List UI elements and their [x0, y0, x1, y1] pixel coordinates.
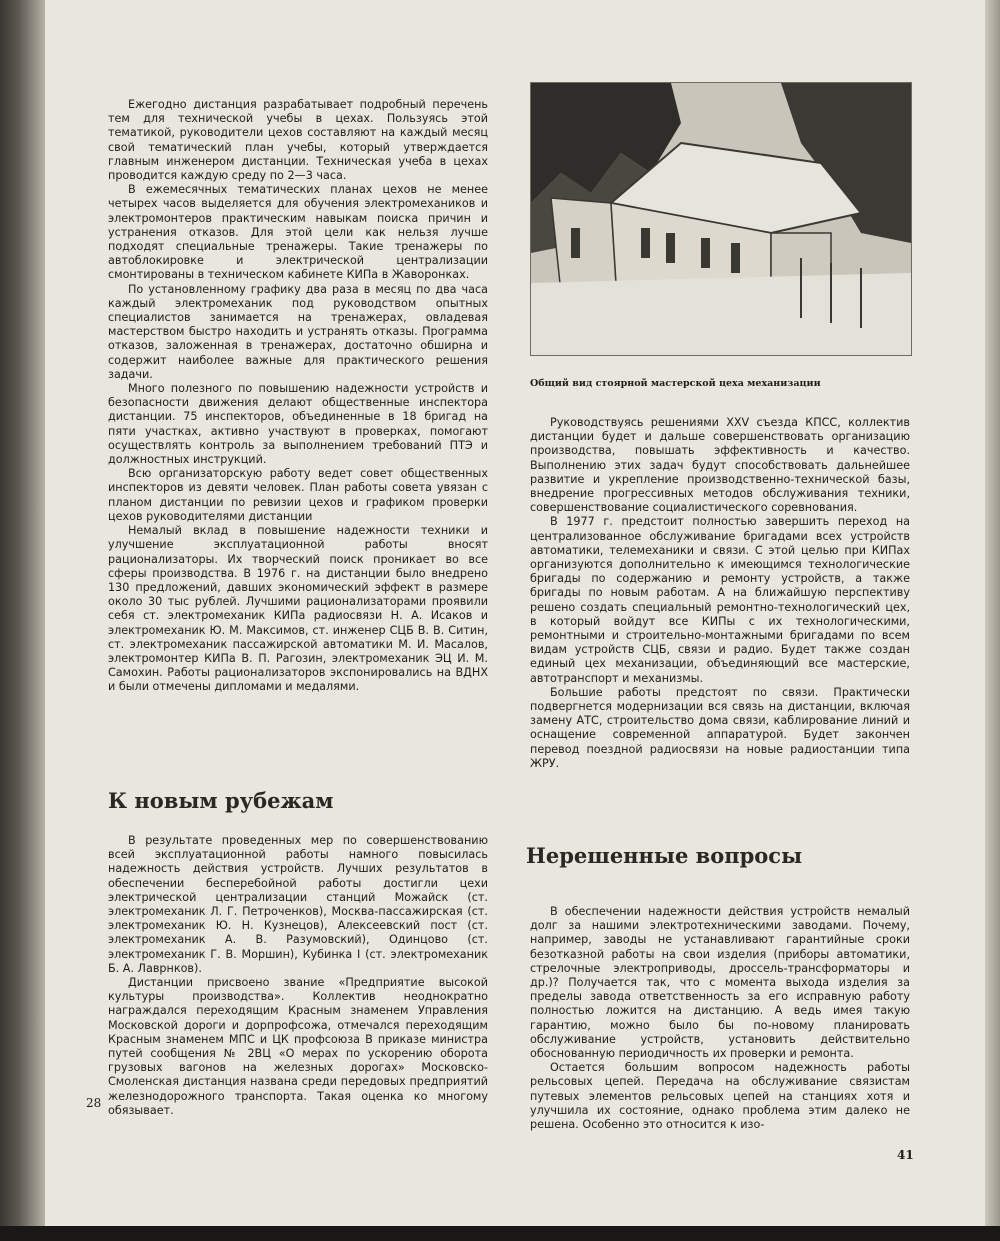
- left-column-text-2: [108, 834, 488, 1118]
- building-illustration: [531, 83, 911, 355]
- book-spine: [0, 0, 45, 1241]
- paragraph: В 1977 г. предстоит полностью завершить переход на централизованное обслуживание бригадами всех устройств автоматики, телемеханики и связи. С этой целью при КИПах организуются дополнительно к имеющимся технологические бригады по содержанию и ремонту устройств, а также бригады по новым работам. А на ближайшую перспективу решено создать специальный ремонтно-технологический цех, в который войдут все КИПы с их технологическими, ремонтными и строительно-монтажными бригадами по всем видам устройств СЦБ, связи и радио. Будет также создан единый цех механизации, объединяющий все мастерские, автотранспорт и механизмы.: [530, 515, 910, 685]
- left-column-text: [108, 98, 488, 695]
- right-column-text: [530, 416, 910, 771]
- page-number-left: 28: [86, 1096, 102, 1110]
- paragraph: Дистанции присвоено звание «Предприятие высокой культуры производства». Коллектив неоднократно награждался переходящим Красным знаменем Управления Московской дороги и дорпрофсожа, отмечался переходящим Красным знаменем МПС и ЦК профсоюза В приказе министра путей сообщения № 2ВЦ «О мерах по ускорению оборота грузовых вагонов на железных дорогах» Московско-Смоленская дистанция названа среди передовых предприятий железнодорожного транспорта. Такая оценка ко многому обязывает.: [108, 976, 488, 1117]
- scan-bottom-edge: [0, 1226, 1000, 1241]
- paragraph: Немалый вклад в повышение надежности техники и улучшение эксплуатационной работы вносят рационализаторы. Их творческий поиск проникает во все сферы производства. В 1976 г. на дистанции было внедрено 130 предложений, давших экономический эффект в размере около 30 тыс рублей. Лучшими рационализаторами проявили себя ст. электромеханик КИПа радиосвязи Н. А. Исаков и электромеханик Ю. М. Максимов, ст. инженер СЦБ В. В. Ситин, ст. электромеханик пассажирской автоматики М. И. Масалов, электромонтер КИПа В. П. Рагозин, электромеханик ЭЦ И. М. Самохин. Работы рационализаторов экспонировались на ВДНХ и были отмечены дипломами и медалями.: [108, 524, 488, 694]
- section-heading: К новым рубежам: [108, 788, 334, 813]
- paragraph: Ежегодно дистанция разрабатывает подробный перечень тем для технической учебы в цехах. Пользуясь этой тематикой, руководители цехов составляют на каждый месяц свой тематический план учебы, который утверждается главным инженером дистанции. Техническая учеба в цехах проводится каждую среду по 2—3 часа.: [108, 98, 488, 183]
- paragraph: Большие работы предстоят по связи. Практически подвергнется модернизации вся связь на дистанции, включая замену АТС, строительство дома связи, каблирование линий и оснащение современной аппаратурой. Будет закончен перевод поездной радиосвязи на новые радиостанции типа ЖРУ.: [530, 685, 910, 770]
- right-column-text-2: [530, 905, 910, 1132]
- paragraph: В ежемесячных тематических планах цехов не менее четырех часов выделяется для обучения электромехаников и электромонтеров практическим навыкам поиска причин и устранения отказов. Для этой цели как нельзя лучше подходят специальные тренажеры. Такие тренажеры по автоблокировке и электрической централизации смонтированы в техническом кабинете КИПа в Жаворонках.: [108, 183, 488, 282]
- section-heading: Нерешенные вопросы: [526, 843, 803, 868]
- paragraph: Руководствуясь решениями XXV съезда КПСС, коллектив дистанции будет и дальше совершенствовать организацию производства, повышать эффективность и качество. Выполнению этих задач будут способствовать дальнейшее развитие и укрепление производственно-технической базы, внедрение прогрессивных методов обслуживания техники, совершенствование социалистического соревнования.: [530, 416, 910, 515]
- paragraph: В результате проведенных мер по совершенствованию всей эксплуатационной работы намного повысилась надежность действия устройств. Лучших результатов в обеспечении бесперебойной работы достигли цехи электрической централизации станций Можайск (ст. электромеханик Л. Г. Петроченков), Москва-пассажирская (ст. электромеханик Ю. Н. Кузнецов), Алексеевский пост (ст. электромеханик А. В. Разумовский), Одинцово (ст. электромеханик Г. В. Моршин), Кубинка I (ст. электромеханик Б. А. Лаврнков).: [108, 834, 488, 975]
- page-number-right: 41: [897, 1148, 914, 1162]
- paragraph: В обеспечении надежности действия устройств немалый долг за нашими электротехническими заводами. Почему, например, заводы не устанавливают гарантийные сроки безотказной работы на свои изделия (приборы автоматики, стрелочные электроприводы, дроссель-трансформаторы и др.)? Получается так, что с момента выхода изделия за пределы завода ответственность за его исправную работу полностью ложится на дистанцию. А ведь имея такую гарантию, можно было бы по-новому планировать обслуживание устройств, установить действительно обоснованную периодичность их проверки и ремонта.: [530, 905, 910, 1061]
- paragraph: Всю организаторскую работу ведет совет общественных инспекторов из девяти человек. План работы совета увязан с планом дистанции по ревизии цехов и графиком проверки цехов руководителями дистанции: [108, 467, 488, 523]
- paragraph: Остается большим вопросом надежность работы рельсовых цепей. Передача на обслуживание связистам путевых элементов рельсовых цепей на станциях хотя и улучшила их состояние, однако проблема этим далеко не решена. Особенно это относится к изо-: [530, 1061, 910, 1132]
- workshop-photo: [530, 82, 912, 356]
- paragraph: По установленному графику два раза в месяц по два часа каждый электромеханик под руководством опытных специалистов занимается на тренажерах, овладевая мастерством быстро находить и устранять отказы. Программа отказов, заложенная в тренажерах, достаточно обширна и содержит наиболее важные для практического решения задачи.: [108, 282, 488, 381]
- page-edge: [985, 0, 1000, 1241]
- photo-caption: Общий вид стоярной мастерской цеха механизации: [530, 378, 821, 389]
- paragraph: Много полезного по повышению надежности устройств и безопасности движения делают общественные инспектора дистанции. 75 инспекторов, объединенные в 18 бригад на пяти участках, активно участвуют в проверках, помогают осуществлять контроль за выполнением требований ПТЭ и должностных инструкций.: [108, 382, 488, 467]
